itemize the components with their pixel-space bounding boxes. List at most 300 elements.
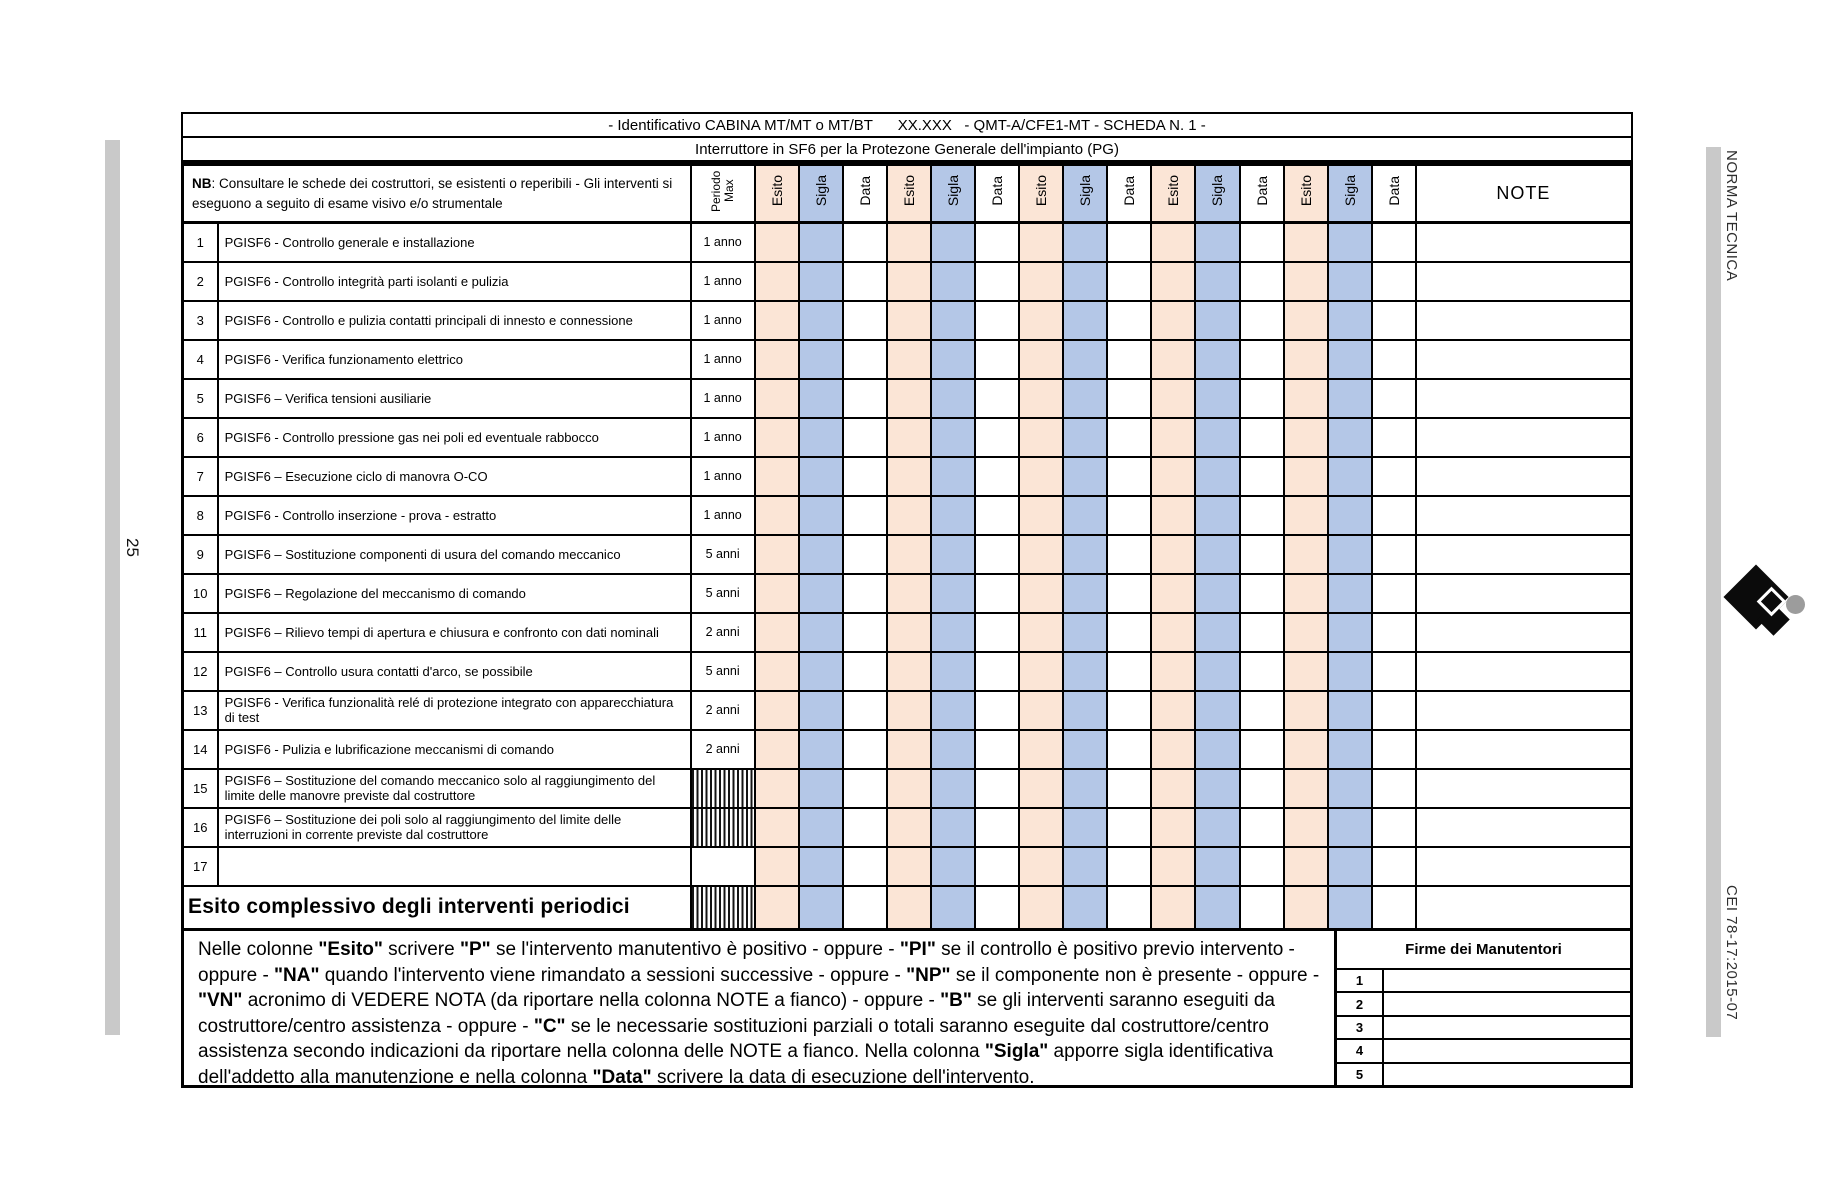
periodo-max-cell: 2 anni bbox=[691, 730, 755, 769]
left-margin-bar bbox=[105, 140, 120, 1035]
sigla-cell bbox=[931, 730, 975, 769]
data-cell bbox=[1107, 340, 1151, 379]
esito-cell bbox=[1151, 340, 1195, 379]
periodo-max-cell: 2 anni bbox=[691, 691, 755, 730]
data-cell bbox=[1240, 652, 1284, 691]
sigla-cell bbox=[799, 847, 843, 886]
column-header-row bbox=[183, 165, 1632, 223]
esito-cell bbox=[887, 730, 931, 769]
task-row-13 bbox=[183, 691, 1632, 730]
data-cell bbox=[1240, 574, 1284, 613]
esito-cell bbox=[1019, 808, 1063, 847]
sigla-cell bbox=[1328, 652, 1372, 691]
sigla-cell bbox=[931, 691, 975, 730]
sigla-cell bbox=[1195, 808, 1239, 847]
esito-label: Esito bbox=[1165, 175, 1182, 207]
col-header-note: NOTE bbox=[1416, 165, 1632, 223]
data-cell bbox=[1107, 652, 1151, 691]
data-cell bbox=[1107, 808, 1151, 847]
sigla-cell bbox=[799, 223, 843, 262]
col-header-sigla-1 bbox=[799, 165, 843, 223]
task-row-5 bbox=[183, 379, 1632, 418]
note-cell bbox=[1416, 379, 1632, 418]
periodo-max-cell: 1 anno bbox=[691, 379, 755, 418]
data-cell bbox=[843, 652, 887, 691]
sigla-cell bbox=[799, 730, 843, 769]
sigla-cell bbox=[931, 301, 975, 340]
periodo-max-cell: 5 anni bbox=[691, 652, 755, 691]
sigla-label: Sigla bbox=[1341, 175, 1358, 207]
task-description: PGISF6 – Sostituzione del comando meccanico solo al raggiungimento del limite delle manovre previste dal costruttore bbox=[218, 769, 691, 808]
sigla-cell bbox=[799, 886, 843, 930]
task-row-11 bbox=[183, 613, 1632, 652]
col-header-data-3 bbox=[1107, 165, 1151, 223]
data-label: Data bbox=[1385, 176, 1402, 206]
sigla-cell bbox=[931, 262, 975, 301]
task-number: 13 bbox=[183, 691, 218, 730]
sigla-cell bbox=[931, 574, 975, 613]
task-description: PGISF6 – Esecuzione ciclo di manovra O-CO bbox=[218, 457, 691, 496]
sigla-cell bbox=[931, 379, 975, 418]
sigla-cell bbox=[931, 613, 975, 652]
esito-cell bbox=[887, 613, 931, 652]
task-description bbox=[218, 847, 691, 886]
esito-cell bbox=[1019, 730, 1063, 769]
esito-cell bbox=[1151, 301, 1195, 340]
esito-cell bbox=[1019, 691, 1063, 730]
esito-cell bbox=[1019, 496, 1063, 535]
data-cell bbox=[975, 262, 1019, 301]
periodo-max-cell: 1 anno bbox=[691, 457, 755, 496]
sigla-cell bbox=[1195, 886, 1239, 930]
periodo-max-cell bbox=[691, 808, 755, 847]
task-description: PGISF6 – Rilievo tempi di apertura e chiusura e confronto con dati nominali bbox=[218, 613, 691, 652]
sigla-cell bbox=[931, 223, 975, 262]
esito-cell bbox=[887, 535, 931, 574]
sigla-cell bbox=[1195, 613, 1239, 652]
data-cell bbox=[975, 379, 1019, 418]
esito-cell bbox=[1284, 886, 1328, 930]
data-cell bbox=[843, 535, 887, 574]
esito-cell bbox=[755, 613, 799, 652]
data-label: Data bbox=[856, 176, 873, 206]
sigla-cell bbox=[1195, 340, 1239, 379]
col-header-esito-1 bbox=[755, 165, 799, 223]
sigla-cell bbox=[1328, 769, 1372, 808]
sigla-cell bbox=[931, 496, 975, 535]
data-cell bbox=[975, 418, 1019, 457]
sigla-cell bbox=[799, 340, 843, 379]
data-cell bbox=[975, 301, 1019, 340]
esito-cell bbox=[1284, 223, 1328, 262]
task-number: 17 bbox=[183, 847, 218, 886]
data-cell bbox=[1107, 418, 1151, 457]
sigla-cell bbox=[799, 535, 843, 574]
sigla-cell bbox=[1328, 457, 1372, 496]
periodo-max-cell: 1 anno bbox=[691, 340, 755, 379]
data-cell bbox=[1372, 223, 1416, 262]
esito-cell bbox=[887, 847, 931, 886]
data-cell bbox=[843, 340, 887, 379]
esito-cell bbox=[755, 223, 799, 262]
col-header-sigla-5 bbox=[1328, 165, 1372, 223]
sigla-cell bbox=[1328, 496, 1372, 535]
data-cell bbox=[1240, 301, 1284, 340]
esito-cell bbox=[1151, 613, 1195, 652]
data-cell bbox=[1240, 379, 1284, 418]
sheet-subtitle: Interruttore in SF6 per la Protezone Generale dell'impianto (PG) bbox=[181, 138, 1633, 164]
data-cell bbox=[1107, 886, 1151, 930]
sigla-cell bbox=[1328, 379, 1372, 418]
sigla-label: Sigla bbox=[945, 175, 962, 207]
data-cell bbox=[843, 574, 887, 613]
esito-cell bbox=[1019, 535, 1063, 574]
esito-cell bbox=[887, 301, 931, 340]
data-cell bbox=[1372, 457, 1416, 496]
note-cell bbox=[1416, 652, 1632, 691]
data-label: Data bbox=[989, 176, 1006, 206]
task-row-1 bbox=[183, 223, 1632, 262]
note-cell bbox=[1416, 808, 1632, 847]
col-header-periodo: Periodo Max bbox=[691, 165, 755, 223]
esito-cell bbox=[1284, 574, 1328, 613]
signature-field bbox=[1384, 993, 1630, 1014]
data-cell bbox=[975, 652, 1019, 691]
data-cell bbox=[1372, 535, 1416, 574]
sigla-cell bbox=[1063, 418, 1107, 457]
esito-cell bbox=[1019, 769, 1063, 808]
data-label: Data bbox=[1121, 176, 1138, 206]
esito-cell bbox=[755, 808, 799, 847]
sigla-cell bbox=[1195, 379, 1239, 418]
esito-cell bbox=[755, 262, 799, 301]
esito-cell bbox=[1284, 457, 1328, 496]
esito-cell bbox=[1284, 418, 1328, 457]
data-cell bbox=[843, 379, 887, 418]
sigla-cell bbox=[1063, 730, 1107, 769]
nb-note bbox=[183, 165, 691, 223]
esito-cell bbox=[755, 379, 799, 418]
esito-cell bbox=[1284, 847, 1328, 886]
sigla-cell bbox=[1063, 262, 1107, 301]
data-cell bbox=[975, 574, 1019, 613]
task-description: PGISF6 - Controllo pressione gas nei poli ed eventuale rabbocco bbox=[218, 418, 691, 457]
task-description: PGISF6 - Verifica funzionalità relé di protezione integrato con apparecchiatura di test bbox=[218, 691, 691, 730]
data-cell bbox=[1240, 613, 1284, 652]
data-cell bbox=[843, 418, 887, 457]
task-number: 6 bbox=[183, 418, 218, 457]
data-cell bbox=[843, 457, 887, 496]
summary-row bbox=[183, 886, 1632, 930]
sigla-cell bbox=[1063, 301, 1107, 340]
summary-periodo-cell bbox=[691, 886, 755, 930]
data-cell bbox=[843, 730, 887, 769]
periodo-max-cell bbox=[691, 847, 755, 886]
esito-label: Esito bbox=[768, 175, 785, 207]
sigla-cell bbox=[1328, 574, 1372, 613]
sigla-cell bbox=[931, 769, 975, 808]
data-cell bbox=[1107, 574, 1151, 613]
note-cell bbox=[1416, 574, 1632, 613]
data-cell bbox=[1240, 691, 1284, 730]
col-header-esito-3 bbox=[1019, 165, 1063, 223]
sigla-cell bbox=[931, 847, 975, 886]
esito-cell bbox=[1019, 652, 1063, 691]
esito-cell bbox=[1019, 886, 1063, 930]
data-cell bbox=[975, 730, 1019, 769]
note-cell bbox=[1416, 886, 1632, 930]
esito-cell bbox=[1019, 847, 1063, 886]
signature-number: 4 bbox=[1337, 1040, 1384, 1061]
data-cell bbox=[1240, 457, 1284, 496]
task-description: PGISF6 – Verifica tensioni ausiliarie bbox=[218, 379, 691, 418]
sigla-cell bbox=[1328, 847, 1372, 886]
esito-cell bbox=[1019, 418, 1063, 457]
norma-tecnica-label: NORMA TECNICA bbox=[1723, 150, 1740, 282]
task-number: 15 bbox=[183, 769, 218, 808]
data-cell bbox=[843, 847, 887, 886]
data-cell bbox=[975, 535, 1019, 574]
esito-cell bbox=[1019, 574, 1063, 613]
data-cell bbox=[975, 613, 1019, 652]
data-cell bbox=[843, 808, 887, 847]
data-cell bbox=[1372, 730, 1416, 769]
sigla-cell bbox=[1328, 808, 1372, 847]
data-cell bbox=[1372, 418, 1416, 457]
task-row-9 bbox=[183, 535, 1632, 574]
esito-cell bbox=[1019, 223, 1063, 262]
signature-number: 5 bbox=[1337, 1064, 1384, 1085]
sigla-cell bbox=[1328, 418, 1372, 457]
esito-cell bbox=[1019, 262, 1063, 301]
signature-row bbox=[1337, 1017, 1630, 1040]
task-number: 12 bbox=[183, 652, 218, 691]
data-cell bbox=[975, 691, 1019, 730]
summary-label: Esito complessivo degli interventi periodici bbox=[183, 886, 691, 930]
esito-cell bbox=[1151, 730, 1195, 769]
note-cell bbox=[1416, 847, 1632, 886]
esito-cell bbox=[1019, 613, 1063, 652]
data-label: Data bbox=[1253, 176, 1270, 206]
sigla-cell bbox=[1063, 457, 1107, 496]
task-row-2 bbox=[183, 262, 1632, 301]
sigla-cell bbox=[1195, 847, 1239, 886]
data-cell bbox=[1107, 847, 1151, 886]
data-cell bbox=[1240, 769, 1284, 808]
esito-cell bbox=[1284, 262, 1328, 301]
signatures-title: Firme dei Manutentori bbox=[1337, 931, 1630, 970]
esito-cell bbox=[1284, 652, 1328, 691]
cei-logo-circle bbox=[1786, 595, 1805, 614]
sigla-cell bbox=[1328, 301, 1372, 340]
data-cell bbox=[1372, 886, 1416, 930]
esito-cell bbox=[1151, 691, 1195, 730]
data-cell bbox=[1107, 691, 1151, 730]
esito-cell bbox=[887, 379, 931, 418]
data-cell bbox=[1372, 574, 1416, 613]
col-header-esito-4 bbox=[1151, 165, 1195, 223]
task-number: 1 bbox=[183, 223, 218, 262]
note-cell bbox=[1416, 691, 1632, 730]
data-cell bbox=[843, 262, 887, 301]
data-cell bbox=[843, 223, 887, 262]
data-cell bbox=[843, 886, 887, 930]
esito-cell bbox=[1151, 886, 1195, 930]
task-row-16 bbox=[183, 808, 1632, 847]
task-row-17 bbox=[183, 847, 1632, 886]
sigla-label: Sigla bbox=[1077, 175, 1094, 207]
col-header-esito-2 bbox=[887, 165, 931, 223]
esito-label: Esito bbox=[1297, 175, 1314, 207]
task-row-4 bbox=[183, 340, 1632, 379]
esito-cell bbox=[1151, 769, 1195, 808]
sigla-label: Sigla bbox=[812, 175, 829, 207]
data-cell bbox=[975, 496, 1019, 535]
task-row-15 bbox=[183, 769, 1632, 808]
esito-cell bbox=[755, 535, 799, 574]
esito-cell bbox=[887, 457, 931, 496]
esito-cell bbox=[755, 652, 799, 691]
sigla-cell bbox=[799, 574, 843, 613]
esito-cell bbox=[887, 262, 931, 301]
task-description: PGISF6 - Controllo inserzione - prova - estratto bbox=[218, 496, 691, 535]
esito-cell bbox=[755, 886, 799, 930]
page-number: 25 bbox=[123, 538, 142, 557]
sigla-cell bbox=[1063, 808, 1107, 847]
sigla-cell bbox=[799, 808, 843, 847]
esito-cell bbox=[1284, 535, 1328, 574]
sigla-cell bbox=[799, 418, 843, 457]
data-cell bbox=[843, 769, 887, 808]
sigla-cell bbox=[799, 379, 843, 418]
esito-cell bbox=[755, 691, 799, 730]
esito-cell bbox=[1151, 223, 1195, 262]
task-description: PGISF6 – Sostituzione dei poli solo al raggiungimento del limite delle interruzioni in corrente previste dal costruttore bbox=[218, 808, 691, 847]
esito-cell bbox=[1151, 457, 1195, 496]
esito-cell bbox=[1151, 262, 1195, 301]
sigla-cell bbox=[799, 652, 843, 691]
esito-cell bbox=[755, 730, 799, 769]
sigla-cell bbox=[1328, 535, 1372, 574]
data-cell bbox=[1372, 691, 1416, 730]
data-cell bbox=[1240, 535, 1284, 574]
esito-cell bbox=[887, 574, 931, 613]
sigla-cell bbox=[799, 613, 843, 652]
esito-cell bbox=[1019, 340, 1063, 379]
periodo-max-cell: 1 anno bbox=[691, 223, 755, 262]
esito-cell bbox=[755, 769, 799, 808]
esito-cell bbox=[1151, 418, 1195, 457]
task-number: 4 bbox=[183, 340, 218, 379]
task-description: PGISF6 - Controllo generale e installazione bbox=[218, 223, 691, 262]
task-row-14 bbox=[183, 730, 1632, 769]
esito-cell bbox=[1151, 574, 1195, 613]
data-cell bbox=[975, 457, 1019, 496]
data-cell bbox=[1107, 262, 1151, 301]
task-number: 11 bbox=[183, 613, 218, 652]
data-cell bbox=[1107, 301, 1151, 340]
esito-cell bbox=[1019, 457, 1063, 496]
esito-cell bbox=[1284, 379, 1328, 418]
signature-number: 3 bbox=[1337, 1017, 1384, 1038]
data-cell bbox=[1107, 457, 1151, 496]
signature-field bbox=[1384, 970, 1630, 991]
esito-cell bbox=[755, 301, 799, 340]
periodo-max-cell: 1 anno bbox=[691, 418, 755, 457]
sigla-cell bbox=[931, 652, 975, 691]
esito-cell bbox=[887, 223, 931, 262]
data-cell bbox=[1372, 769, 1416, 808]
esito-cell bbox=[887, 808, 931, 847]
task-number: 2 bbox=[183, 262, 218, 301]
note-cell bbox=[1416, 613, 1632, 652]
sigla-cell bbox=[931, 418, 975, 457]
task-number: 16 bbox=[183, 808, 218, 847]
col-header-data-5 bbox=[1372, 165, 1416, 223]
sigla-cell bbox=[1063, 340, 1107, 379]
sigla-cell bbox=[1195, 535, 1239, 574]
data-cell bbox=[1372, 340, 1416, 379]
data-cell bbox=[1240, 847, 1284, 886]
esito-cell bbox=[1151, 496, 1195, 535]
task-description: PGISF6 - Controllo e pulizia contatti principali di innesto e connessione bbox=[218, 301, 691, 340]
sigla-cell bbox=[1195, 262, 1239, 301]
esito-cell bbox=[755, 496, 799, 535]
col-header-data-4 bbox=[1240, 165, 1284, 223]
esito-cell bbox=[1151, 535, 1195, 574]
task-number: 10 bbox=[183, 574, 218, 613]
sigla-cell bbox=[1063, 379, 1107, 418]
esito-cell bbox=[887, 340, 931, 379]
note-cell bbox=[1416, 496, 1632, 535]
sigla-cell bbox=[1328, 340, 1372, 379]
task-description: PGISF6 – Sostituzione componenti di usura del comando meccanico bbox=[218, 535, 691, 574]
sigla-cell bbox=[1195, 457, 1239, 496]
data-cell bbox=[975, 223, 1019, 262]
task-row-3 bbox=[183, 301, 1632, 340]
note-cell bbox=[1416, 457, 1632, 496]
sigla-cell bbox=[1328, 730, 1372, 769]
sigla-cell bbox=[1195, 730, 1239, 769]
note-cell bbox=[1416, 730, 1632, 769]
periodo-max-cell: 5 anni bbox=[691, 535, 755, 574]
esito-cell bbox=[1019, 379, 1063, 418]
data-cell bbox=[1107, 379, 1151, 418]
task-number: 8 bbox=[183, 496, 218, 535]
task-description: PGISF6 – Regolazione del meccanismo di comando bbox=[218, 574, 691, 613]
data-cell bbox=[1372, 301, 1416, 340]
note-cell bbox=[1416, 301, 1632, 340]
task-row-10 bbox=[183, 574, 1632, 613]
note-cell bbox=[1416, 340, 1632, 379]
periodo-max-cell: 5 anni bbox=[691, 574, 755, 613]
esito-cell bbox=[755, 457, 799, 496]
col-header-sigla-4 bbox=[1195, 165, 1239, 223]
data-cell bbox=[1372, 613, 1416, 652]
sigla-cell bbox=[931, 340, 975, 379]
esito-cell bbox=[1151, 652, 1195, 691]
esito-cell bbox=[755, 340, 799, 379]
esito-cell bbox=[887, 496, 931, 535]
col-header-esito-5 bbox=[1284, 165, 1328, 223]
sigla-cell bbox=[1328, 262, 1372, 301]
task-number: 3 bbox=[183, 301, 218, 340]
sigla-cell bbox=[1063, 535, 1107, 574]
esito-cell bbox=[887, 886, 931, 930]
task-number: 14 bbox=[183, 730, 218, 769]
esito-cell bbox=[1284, 808, 1328, 847]
sigla-cell bbox=[1063, 769, 1107, 808]
